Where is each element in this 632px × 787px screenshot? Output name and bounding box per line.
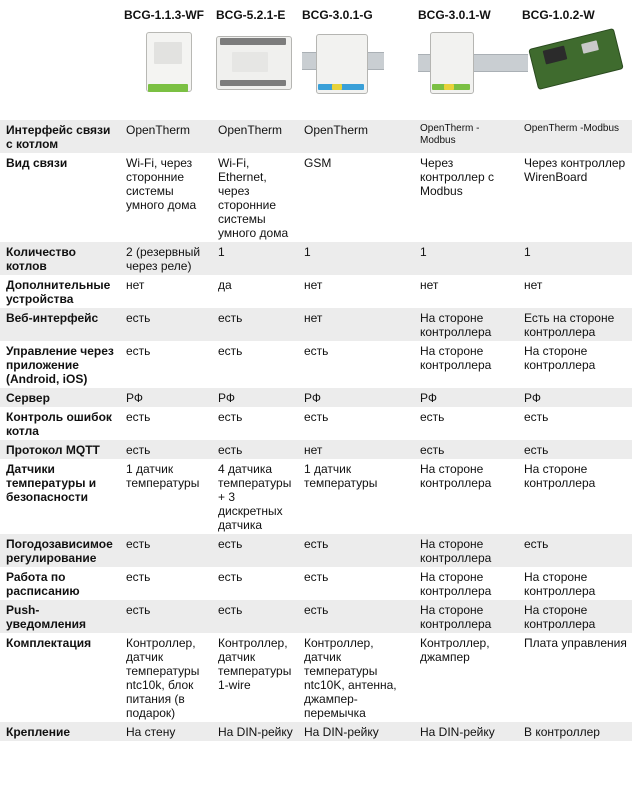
table-cell: На стороне контроллера [518, 600, 632, 633]
table-cell: есть [212, 440, 298, 459]
device-image-bcg-301w [418, 28, 514, 98]
table-cell: Wi-Fi, через сторонние системы умного дома [126, 156, 197, 212]
table-cell: РФ [414, 388, 518, 407]
device-image-bcg-301g [302, 28, 410, 98]
row-label: Веб-интерфейс [0, 308, 120, 341]
table-cell: есть [304, 344, 329, 358]
table-cell: есть [126, 410, 151, 424]
row-label: Push-уведомления [0, 600, 120, 633]
table-cell: да [218, 278, 232, 292]
model-header [414, 0, 518, 120]
model-header [120, 0, 212, 120]
table-row [0, 567, 632, 600]
table-row [0, 600, 632, 633]
table-cell: На стену [120, 722, 212, 741]
table-row [0, 388, 632, 407]
table-cell: Через контроллер WirenBoard [524, 156, 626, 184]
table-cell: На DIN-рейку [414, 722, 518, 741]
table-cell: На стороне контроллера [420, 462, 492, 490]
table-cell: есть [298, 534, 414, 567]
table-row [0, 459, 632, 534]
table-row [0, 534, 632, 567]
table-cell: 1 датчик температуры [126, 462, 200, 490]
table-cell: Есть на стороне контроллера [518, 308, 632, 341]
table-cell: РФ [298, 388, 414, 407]
table-cell: РФ [212, 388, 298, 407]
row-label: Интерфейс связи с котлом [0, 120, 120, 153]
table-cell: есть [420, 410, 445, 424]
row-label: Протокол MQTT [0, 440, 120, 459]
table-cell: есть [126, 570, 151, 584]
table-row [0, 722, 632, 741]
table-cell: нет [304, 278, 323, 292]
table-cell: На стороне контроллера [524, 462, 596, 490]
table-cell: На стороне контроллера [420, 570, 492, 598]
table-cell: нет [126, 278, 145, 292]
table-cell: На стороне контроллера [420, 344, 492, 372]
table-cell: Контроллер, датчик температуры 1-wire [218, 636, 292, 692]
row-label: Датчики температуры и безопасности [6, 462, 97, 504]
model-name: BCG-1.0.2-W [522, 8, 595, 22]
table-cell: 1 [298, 242, 414, 275]
table-cell: есть [218, 410, 243, 424]
table-cell: На стороне контроллера [524, 570, 596, 598]
table-cell: 1 [518, 242, 632, 275]
model-name: BCG-1.1.3-WF [124, 8, 205, 22]
table-cell: есть [126, 344, 151, 358]
device-image-bcg-113 [124, 28, 208, 98]
table-cell: есть [304, 570, 329, 584]
table-cell: OpenTherm - Modbus [414, 120, 518, 153]
table-row [0, 242, 632, 275]
model-name: BCG-3.0.1-W [418, 8, 491, 22]
table-cell: есть [218, 570, 243, 584]
table-cell: есть [212, 534, 298, 567]
table-cell: есть [212, 308, 298, 341]
table-cell: есть [518, 534, 632, 567]
table-cell: На стороне контроллера [414, 534, 518, 567]
table-cell: есть [304, 410, 329, 424]
table-row [0, 341, 632, 388]
table-cell: Контроллер, датчик температуры ntc10k, блок питания (в подарок) [126, 636, 200, 720]
table-cell: OpenTherm [298, 120, 414, 153]
table-cell: есть [414, 440, 518, 459]
table-cell: нет [524, 278, 543, 292]
table-cell: Контроллер, джампер [420, 636, 490, 664]
table-cell: РФ [518, 388, 632, 407]
table-cell: есть [298, 600, 414, 633]
table-cell: OpenTherm [212, 120, 298, 153]
table-cell: На DIN-рейку [298, 722, 414, 741]
table-cell: На стороне контроллера [414, 600, 518, 633]
table-cell: нет [298, 440, 414, 459]
table-cell: На DIN-рейку [212, 722, 298, 741]
table-cell: нет [420, 278, 439, 292]
model-header [298, 0, 414, 120]
table-cell: 1 датчик температуры [304, 462, 378, 490]
table-row [0, 633, 632, 722]
table-cell: 1 [212, 242, 298, 275]
table-row [0, 407, 632, 440]
model-header [518, 0, 632, 120]
table-cell: В контроллер [518, 722, 632, 741]
table-cell: есть [120, 534, 212, 567]
row-label: Количество котлов [0, 242, 120, 275]
table-cell: есть [120, 308, 212, 341]
table-cell: Через контроллер с Modbus [420, 156, 494, 198]
table-cell: есть [212, 600, 298, 633]
row-label: Погодозависимое регулирование [0, 534, 120, 567]
row-label: Работа по расписанию [6, 570, 80, 598]
row-label: Контроль ошибок котла [6, 410, 112, 438]
row-label: Комплектация [6, 636, 92, 650]
model-header [212, 0, 298, 120]
table-cell: нет [298, 308, 414, 341]
device-image-bcg-102w [522, 28, 628, 98]
table-row [0, 120, 632, 153]
table-cell: OpenTherm -Modbus [518, 120, 632, 153]
row-label: Крепление [0, 722, 120, 741]
table-cell: 1 [414, 242, 518, 275]
table-row [0, 153, 632, 242]
header-row [0, 0, 632, 120]
device-image-bcg-521 [216, 28, 294, 98]
table-cell: есть [218, 344, 243, 358]
table-cell: OpenTherm [120, 120, 212, 153]
table-cell: На стороне контроллера [414, 308, 518, 341]
table-cell: 2 (резервный через реле) [120, 242, 212, 275]
table-cell: есть [518, 440, 632, 459]
model-name: BCG-5.2.1-E [216, 8, 286, 22]
header-corner [0, 0, 120, 120]
table-cell: РФ [120, 388, 212, 407]
row-label: Управление через приложение (Android, iOS) [6, 344, 114, 386]
row-label: Вид связи [6, 156, 68, 170]
table-cell: есть [524, 410, 549, 424]
table-cell: есть [120, 600, 212, 633]
table-row [0, 275, 632, 308]
row-label: Сервер [0, 388, 120, 407]
model-name: BCG-3.0.1-G [302, 8, 373, 22]
table-cell: есть [120, 440, 212, 459]
table-cell: Плата управления [524, 636, 627, 650]
table-cell: Контроллер, датчик температуры ntc10K, антенна, джампер-перемычка [304, 636, 397, 720]
table-row [0, 440, 632, 459]
table-row [0, 308, 632, 341]
table-cell: Wi-Fi, Ethernet, через сторонние системы умного дома [218, 156, 289, 240]
table-cell: 4 датчика температуры + 3 дискретных датчика [218, 462, 292, 532]
table-cell: На стороне контроллера [524, 344, 596, 372]
row-label: Дополнительные устройства [6, 278, 111, 306]
table-cell: GSM [304, 156, 332, 170]
